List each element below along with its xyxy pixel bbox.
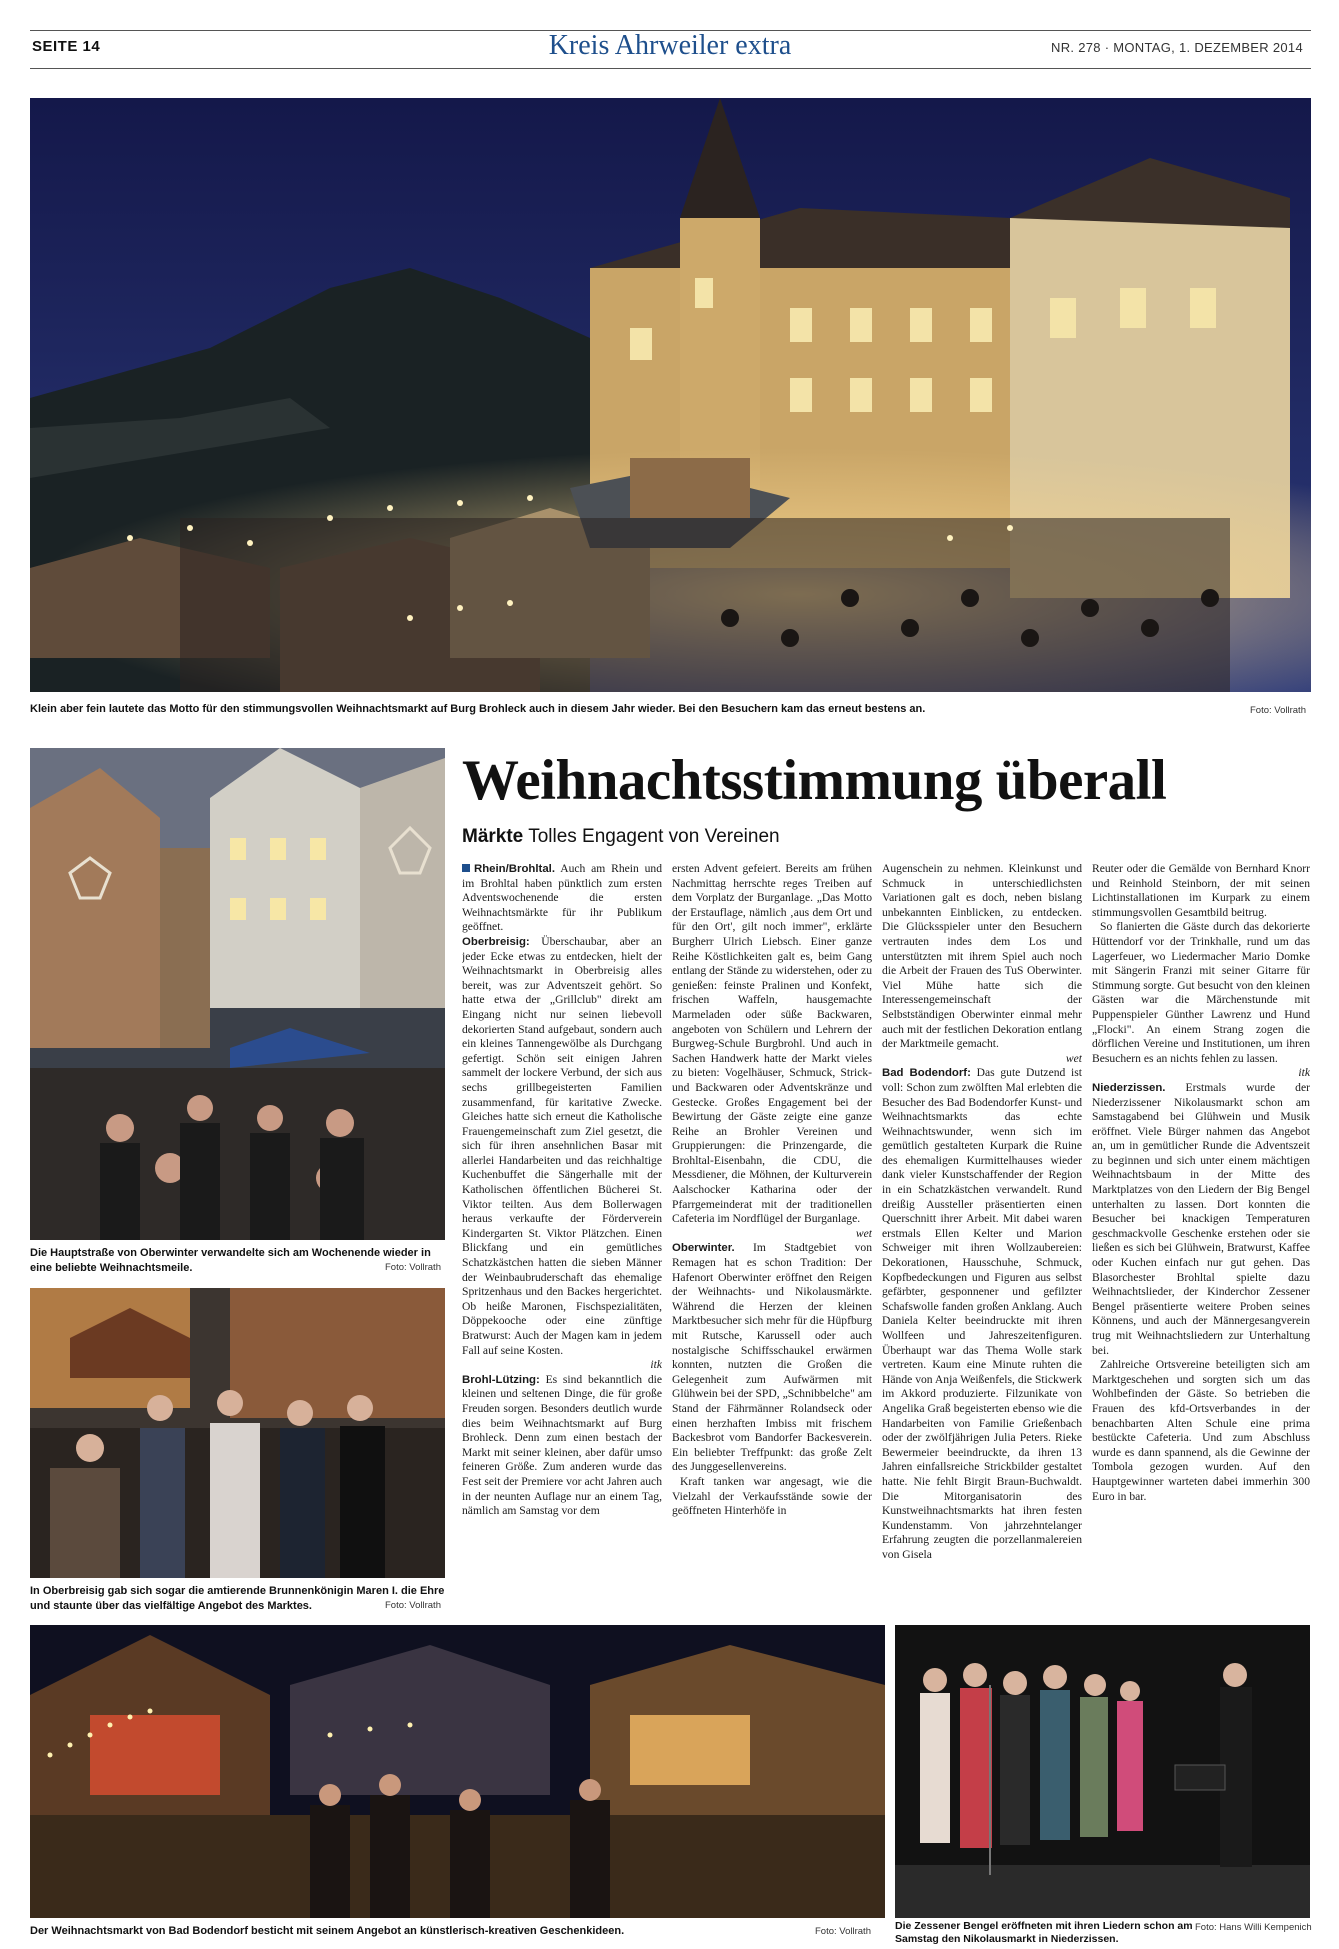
col2-para-3: Kraft tanken war angesagt, wie die Vielzahl der Verkaufsstände sowie der geöffneten Hinterhöfe in	[672, 1474, 872, 1518]
photo-bad-bodendorf-market	[30, 1625, 885, 1918]
col2-para-1: ersten Advent gefeiert. Bereits am frühen Nachmittag herrschte reges Treiben auf dem Vorplatz der Burganlage. „Das Motto der Erstauflage, nämlich ‚aus dem Ort und für den Ort', gilt noch immer", erklärte Burgherr Ulrich Liebsch. Einer ganze Reihe Köstlichkeiten galt es, beim Gang entlang der Stände zu widerstehen, oder zu genießen: feinste Pralinen und Konfekt, frischen Waffeln, hausgemachte Marmeladen oder süße Backwaren, angeboten von Schülern und Lehrern der Burgweg-Schule Burgbrohl. Und auch in Sachen Handwerk hatte der Markt vieles zu bieten: Vogelhäuser, Schmuck, Strick- und Backwaren oder Adventskränze und Gestecke. Großes Engagement bei der Bewirtung der Gäste zeigte eine ganze Reihe an Brohler Vereinen und Gruppierungen: die Prinzengarde, die Brohltal-Eisenbahn, die CDU, die Messdiener, die Möhnen, der Kulturverein Aalschocker Katharina oder der Pfarrgemeinderat mit der traditionellen Cafeteria im Nordflügel der Burganlage.	[672, 862, 872, 1226]
col4-para-4: Zahlreiche Ortsvereine beteiligten sich am Marktgeschehen und sorgten sich um das Wohlbefinden der Gäste. So betrieben die Frauen des kfd-Ortsverbandes in der benachbarten Alten Schule eine prima bestückte Cafeteria. Und zum Abschluss wurde es dann spannend, als die Gewinne der Tombola gezogen wurden. Auf den Hauptgewinner warteten dabei immerhin 300 Euro in bar.	[1092, 1358, 1310, 1503]
photo-bad-bodendorf-credit: Foto: Vollrath	[815, 1926, 871, 1937]
photo-zessener-bengel	[895, 1625, 1310, 1918]
photo-oberwinter-caption: Die Hauptstraße von Oberwinter verwandelte sich am Wochenende wieder in eine beliebte Weihnachtsmeile.	[30, 1247, 431, 1274]
author-sign: wet	[855, 1226, 872, 1240]
article-headline: Weihnachtsstimmung überall	[462, 749, 1167, 812]
header-rule-bottom	[30, 68, 1311, 69]
article-column-1	[462, 862, 662, 1610]
article-dateline: Rhein/Brohltal.	[474, 863, 556, 875]
issue-date: NR. 278 · MONTAG, 1. DEZEMBER 2014	[1051, 40, 1303, 55]
subhead-oberbreisig: Oberbreisig:	[462, 935, 530, 948]
col4-para-niederzissen: Erstmals wurde der Niederzissener Nikolausmarkt schon am Samstagabend bei Glühwein und Musik eröffnet. Viele Bürger nahmen das Angebot an, um in gemütlicher Runde die Adventszeit zu beginnen und sich unter einem mächtigen Weihnachtsbaum in der Mitte des Marktplatzes von den Liedern der Big Bengel unterhalten zu lassen. Dort konnten die Besucher bei knackigen Temperaturen geschmackvolle Geschenke erstehen oder sie ließen es sich bei Glühwein, Bratwurst, Kaffee oder Kuchen einfach nur gut gehen. Das Blasorchester Brohltal spielte dazu Weihnachtslieder, der Kinderchor Zessener Bengel präsentierte weitere Proben seines Könnens, und auch der Männergesangverein trug mit Weihnachtsliedern zur Unterhaltung bei.	[1092, 1080, 1310, 1357]
article-column-2	[672, 862, 872, 1610]
col1-para-oberbreisig: Überschaubar, aber an jeder Ecke etwas zu entdecken, hielt der Weihnachtsmarkt in Oberbreisig alles bereit, was zur Adventszeit gehört. So hatte etwa der „Grillclub" direkt am Eingang nicht nur seinen liebevoll dekorierten Stand aufgebaut, sondern auch ein kleines Tannengewölbe als Durchgang gefertigt. Schön seit einigen Jahren sammelt der lockere Verbund, der sich aus sechs grillbegeisterten Familien zusammenfand, für karitative Zwecke. Gleiches hatte sich erneut die Katholische Frauengemeinschaft zum Ziel gesetzt, die sich für ihren ansehnlichen Basar mit allerlei Handarbeiten und das reichhaltige Kuchenbuffet die Sängerhalle mit der Katholischen öffentlichen Bücherei St. Viktor teilten. Aus dem Bollerwagen heraus verkaufte der Förderverein Kindergarten St. Viktor Plätzchen. Einen Blickfang und ein gemütliches Schatzkästchen hatten die sieben Männer der Weinbaubruderschaft das ehemalige Spritzenhaus und den Backes hergerichtet. Ob heiße Maronen, Fischspezialitäten, Döppekooche oder eine zünftige Bratwurst: Auch der Magen kam in jedem Fall auf seine Kosten.	[462, 934, 662, 1357]
col2-para-oberwinter: Im Stadtgebiet von Remagen hat es schon Tradition: Der Hafenort Oberwinter eröffnet den Reigen der Weihnachts- und Nikolausmärkte. Während die Herzen der kleinen Marktbesucher sich mehr für die Hüpfburg mit Rutsche, Karussell oder auch nostalgische Schiffsschaukel erwärmen konnten, nutzten die Großen die Gelegenheit zum Aufwärmen mit Glühwein bei der SPD, „Schnibbelche" am Stand der Fährmänner Rolandseck oder einen herzhaften Imbiss mit frischem Backesbrot vom Bandorfer Backesverein. Ein beliebter Treffpunkt: das große Zelt des Junggesellenvereins.	[672, 1241, 872, 1474]
kicker-topic: Märkte	[462, 826, 524, 847]
col4-para-1: Reuter oder die Gemälde von Bernhard Knorr und Reinhold Steinborn, der mit seinen Lichtinstallationen im Kurpark zu einem stimmungsvollen Gesamtbild beitrug.	[1092, 862, 1310, 919]
article-kicker	[462, 826, 780, 848]
photo-bad-bodendorf-caption: Der Weihnachtsmarkt von Bad Bodendorf besticht mit seinem Angebot an künstlerisch-kreativen Geschenkideen.	[30, 1925, 625, 1937]
col3-para-1: Augenschein zu nehmen. Kleinkunst und Schmuck in unterschiedlichsten Variationen galt es doch, neben bislang unbekannten Einblicken, zu entdecken. Die Glücksspieler unter den Besuchern vertrauten indes dem Los und unterstützten mit ihrem Spiel auch noch die Arbeit der Frauen des TuS Oberwinter. Viel Mühe hatte sich die Interessengemeinschaft der Selbstständigen Oberwinter einmal mehr auch mit der festlichen Dekoration entlang der Marktmeile gemacht.	[882, 862, 1082, 1051]
col1-para-brohl: Es sind bekanntlich die kleinen und seltenen Dinge, die für große Freuden sorgen. Besonders deutlich wurde dies beim Weihnachtsmarkt auf Burg Brohleck. Denn zum einen bestach der Markt mit seiner kleinen, aber dafür umso feineren Größe. Zum anderen wurde das Fest seit der Premiere vor acht Jahren auch in der neunten Auflage nur an einem Tag, nämlich am Samstag vor dem	[462, 1372, 662, 1518]
article-column-4	[1092, 862, 1310, 1610]
subhead-bad-bodendorf: Bad Bodendorf:	[882, 1067, 971, 1080]
subhead-niederzissen: Niederzissen.	[1092, 1081, 1166, 1094]
author-sign: itk	[650, 1358, 662, 1372]
section-title: Kreis Ahrweiler extra	[548, 30, 792, 61]
photo-oberbreisig-caption: In Oberbreisig gab sich sogar die amtierende Brunnenkönigin Maren I. die Ehre und staunte über das vielfältige Angebot des Marktes.	[30, 1585, 445, 1612]
top-photo-caption: Klein aber fein lautete das Motto für den stimmungsvollen Weihnachtsmarkt auf Burg Brohleck auch in diesem Jahr wieder. Bei den Besuchern kam das erneut bestens an.	[30, 703, 926, 715]
article-column-3	[882, 862, 1082, 1610]
col3-para-bodendorf: Das gute Dutzend ist voll: Schon zum zwölften Mal erlebten die Besucher des Bad Bodendorfer Kunst- und Weihnachtsmarkts das echte Weihnachtswunder, wenn sich im gemütlich gestalteten Kurpark die Ruine des ehemaligen Kurmittelhauses wieder dank vieler Kunstschaffender der Region in ein Schatzkästchen verwandelt. Rund dreißig Aussteller präsentierten einen Querschnitt ihrer Arbeit. Mit dabei waren erstmals Ellen Kelter und Marion Schweiger mit ihren Wollzaubereien: Dekorationen, Hausschuhe, Schmuck, Kopfbedeckungen und Figuren aus selbst gefärbter, gesponnener und gefilzter Schafswolle fanden großen Anklang. Auch Daniela Kelter beeindruckte mit ihren Wollfeen und Jahreszeitenfiguren. Überhaupt war das Thema Wolle stark vertreten. Kaum eine Minute ruhten die Hände von Anja Weißenfels, die Stickwerk im Akkord produzierte. Filzunikate von Angelika Graß begeisterten ebenso wie die Handarbeiten von Familie Grießenbach oder der zwölfjährigen Julia Peters. Rieke Bewermeier beeindruckte, da ihren 13 Jahren einfallsreiche Strickbilder gestaltet hatte. Nie fehlt Birgit Braun-Buchwaldt. Die Mitorganisatorin des Kunstweihnachtsmarkts hat ihren festen Kundenstamm. Von jahrzehntelanger Erfahrung zeugten die porzellanmalereien von Gisela	[882, 1066, 1082, 1561]
kicker-text: Tolles Engagent von Vereinen	[528, 826, 780, 847]
col1-para-intro: Auch am Rhein und im Brohltal haben pünktlich zum ersten Adventswochenende die ersten Weihnachtsmärkte für ihr Publikum geöffnet.	[462, 862, 662, 934]
photo-oberwinter-credit: Foto: Vollrath	[385, 1262, 441, 1273]
subhead-brohl-luetzing: Brohl-Lützing:	[462, 1373, 540, 1386]
top-photo-castle-market	[30, 98, 1311, 692]
top-photo-credit: Foto: Vollrath	[1250, 705, 1306, 716]
photo-oberbreisig-credit: Foto: Vollrath	[385, 1600, 441, 1611]
page-number: SEITE 14	[32, 38, 101, 55]
photo-oberbreisig-queen	[30, 1288, 445, 1578]
article-marker-icon	[462, 864, 470, 872]
author-sign: wet	[1065, 1051, 1082, 1065]
col4-para-2: So flanierten die Gäste durch das dekorierte Hüttendorf vor der Trinkhalle, rund um das Lagerfeuer, wo Liedermacher Mario Domke mit Sängerin Franzi mit seiner Gitarre für Stimmung sorgte. Gut besucht von den kleinen Gästen war die Märchenstunde mit Puppenspieler Günther Lawrenz und Hund „Flocki". An einem Strang zogen die dörflichen Vereine und Institutionen, um ihren Besuchern es an nichts fehlen zu lassen.	[1092, 920, 1310, 1065]
photo-oberwinter-street	[30, 748, 445, 1240]
author-sign: itk	[1298, 1066, 1310, 1080]
photo-zessener-credit: Foto: Hans Willi Kempenich	[1195, 1922, 1312, 1933]
photo-zessener-caption: Die Zessener Bengel eröffneten mit ihren Liedern schon am Samstag den Nikolausmarkt in Niederzissen.	[895, 1920, 1193, 1945]
subhead-oberwinter: Oberwinter.	[672, 1242, 735, 1255]
